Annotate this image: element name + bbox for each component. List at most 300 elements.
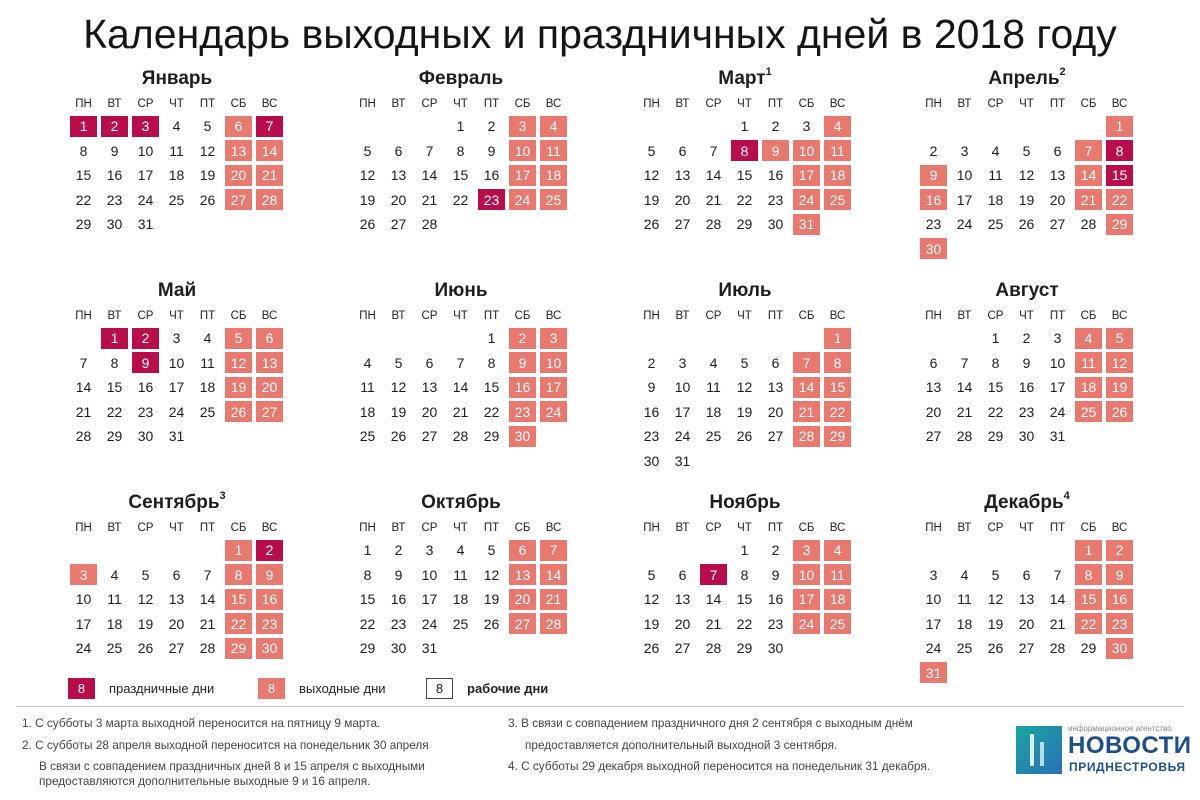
weekday-label: ПН <box>75 98 92 110</box>
empty-cell <box>101 540 128 561</box>
weekday-label: ЧТ <box>169 98 184 110</box>
empty-cell <box>354 328 381 349</box>
weekday-label: ПТ <box>199 310 216 322</box>
weekday-label: СР <box>705 522 722 534</box>
holiday-day-cell: 1 <box>70 116 97 137</box>
weekday-label: СБ <box>798 522 815 534</box>
weekday-label: ВТ <box>675 522 690 534</box>
day-cell: 11 <box>706 379 721 395</box>
weekend-day-cell: 24 <box>540 401 567 422</box>
weekday-label: СР <box>987 310 1004 322</box>
day-cell: 1 <box>456 118 465 134</box>
weekend-day-cell: 31 <box>793 214 820 235</box>
weekend-day-cell: 18 <box>824 589 851 610</box>
weekend-day-cell: 1 <box>225 540 252 561</box>
day-cell: 5 <box>394 354 403 371</box>
weekend-day-cell: 22 <box>824 401 851 422</box>
legend-weekend-swatch: 8 <box>258 678 285 699</box>
weekend-day-cell: 25 <box>540 189 567 210</box>
day-cell: 2 <box>1022 330 1031 346</box>
weekend-day-cell: 30 <box>256 638 283 659</box>
weekday-label: ЧТ <box>737 98 752 110</box>
day-cell: 12 <box>137 591 154 607</box>
day-cell: 12 <box>390 379 407 395</box>
day-cell: 5 <box>991 566 1000 583</box>
weekend-day-cell: 19 <box>1106 377 1133 398</box>
day-cell: 21 <box>452 403 469 420</box>
day-cell: 14 <box>705 167 722 183</box>
weekday-header <box>636 306 856 326</box>
day-cell: 13 <box>1018 591 1035 607</box>
day-cell: 18 <box>359 403 376 420</box>
day-cell: 17 <box>421 591 438 607</box>
day-cell: 25 <box>452 615 469 632</box>
weekend-day-cell: 21 <box>540 589 567 610</box>
weekday-label: ПН <box>925 310 942 322</box>
weekday-label: СБ <box>514 98 531 110</box>
weekend-day-cell: 18 <box>1075 377 1102 398</box>
day-cell: 22 <box>75 191 92 208</box>
day-cell: 8 <box>991 354 1000 371</box>
day-cell: 18 <box>168 167 185 183</box>
weekday-label: ВС <box>545 310 562 322</box>
weekend-day-cell: 15 <box>1075 589 1102 610</box>
weekend-day-cell: 4 <box>824 540 851 561</box>
day-cell: 25 <box>106 640 123 656</box>
weekday-label: СБ <box>230 522 247 534</box>
weekday-label: СР <box>137 98 154 110</box>
day-cell: 13 <box>1049 167 1066 183</box>
day-cell: 14 <box>421 167 438 183</box>
day-cell: 30 <box>106 216 123 232</box>
month-8 <box>918 278 1138 449</box>
day-cell: 28 <box>421 216 438 232</box>
month-name <box>352 490 572 516</box>
month-name-text: Март <box>718 68 766 89</box>
day-cell: 8 <box>110 354 119 371</box>
legend-holiday-swatch: 8 <box>68 678 95 699</box>
weekend-day-cell: 20 <box>256 377 283 398</box>
weekday-label: ВС <box>829 98 846 110</box>
day-cell: 24 <box>421 615 438 632</box>
weekend-day-cell: 21 <box>1075 189 1102 210</box>
day-cell: 11 <box>988 167 1003 183</box>
month-name-text: Декабрь <box>984 492 1064 513</box>
day-cell: 21 <box>199 615 216 632</box>
weekday-label: ПТ <box>767 522 784 534</box>
day-cell: 6 <box>678 566 687 583</box>
day-cell: 28 <box>199 640 216 656</box>
weekend-day-cell: 30 <box>920 238 947 259</box>
weekend-day-cell: 22 <box>1106 189 1133 210</box>
weekend-day-cell: 8 <box>824 352 851 373</box>
weekday-label: ПН <box>359 310 376 322</box>
weekday-label: СБ <box>798 98 815 110</box>
weekday-label: ВС <box>261 98 278 110</box>
day-cell: 21 <box>75 403 92 420</box>
day-cell: 11 <box>107 591 122 607</box>
footnote-1: 1. С субботы 3 марта выходной переносится на пятницу 9 марта. <box>22 716 381 730</box>
day-cell: 5 <box>740 354 749 371</box>
month-name <box>918 66 1138 92</box>
day-cell: 1 <box>991 330 1000 346</box>
day-cell: 23 <box>925 216 942 232</box>
weekend-day-cell: 16 <box>920 189 947 210</box>
day-cell: 19 <box>643 615 660 632</box>
month-6 <box>352 278 572 449</box>
day-cell: 27 <box>767 428 784 444</box>
weekend-day-cell: 13 <box>256 352 283 373</box>
weekend-day-cell: 3 <box>509 116 536 137</box>
weekday-label: ПН <box>643 522 660 534</box>
weekday-label: ПН <box>925 98 942 110</box>
day-cell: 12 <box>643 591 660 607</box>
empty-cell <box>669 540 696 561</box>
day-cell: 10 <box>137 142 154 159</box>
month-name <box>636 278 856 304</box>
weekend-day-cell: 15 <box>225 589 252 610</box>
footnote-marker: 3 <box>219 490 226 502</box>
weekday-label: СР <box>137 522 154 534</box>
weekday-label: ЧТ <box>453 98 468 110</box>
day-cell: 24 <box>956 216 973 232</box>
month-name <box>68 490 288 516</box>
weekend-day-cell: 21 <box>256 165 283 186</box>
day-cell: 27 <box>1049 216 1066 232</box>
weekend-day-cell: 3 <box>70 564 97 585</box>
month-name <box>636 66 856 92</box>
month-name <box>68 278 288 304</box>
day-cell: 10 <box>421 566 438 583</box>
footnote-4: 4. С субботы 29 декабря выходной переносится на понедельник 31 декабря. <box>508 759 931 773</box>
day-cell: 16 <box>767 591 784 607</box>
day-cell: 15 <box>452 167 469 183</box>
day-cell: 7 <box>1053 566 1062 583</box>
weekend-day-cell: 21 <box>793 401 820 422</box>
day-cell: 8 <box>79 142 88 159</box>
day-cell: 3 <box>1053 330 1062 346</box>
empty-cell <box>1013 540 1040 561</box>
day-cell: 12 <box>643 167 660 183</box>
day-cell: 30 <box>643 452 660 469</box>
day-cell: 5 <box>487 542 496 558</box>
day-cell: 28 <box>705 216 722 232</box>
holiday-day-cell: 7 <box>700 564 727 585</box>
footnote-marker: 1 <box>765 66 772 78</box>
weekend-day-cell: 25 <box>1075 401 1102 422</box>
day-cell: 18 <box>987 191 1004 208</box>
day-cell: 29 <box>736 640 753 656</box>
day-cell: 17 <box>925 615 942 632</box>
weekday-header <box>918 518 1138 538</box>
weekday-label: ЧТ <box>453 522 468 534</box>
weekday-label: СБ <box>514 522 531 534</box>
day-cell: 31 <box>168 428 185 444</box>
day-cell: 19 <box>483 591 500 607</box>
month-name <box>352 278 572 304</box>
day-cell: 15 <box>106 379 123 395</box>
weekday-header <box>352 306 572 326</box>
month-2 <box>352 66 572 237</box>
day-cell: 30 <box>390 640 407 656</box>
weekday-label: ВТ <box>107 522 122 534</box>
weekend-day-cell: 7 <box>793 352 820 373</box>
day-cell: 20 <box>390 191 407 208</box>
day-cell: 22 <box>452 191 469 208</box>
month-12 <box>918 490 1138 685</box>
weekend-day-cell: 16 <box>256 589 283 610</box>
weekday-header <box>918 94 1138 114</box>
weekday-label: ПН <box>75 522 92 534</box>
holiday-day-cell: 8 <box>1106 140 1133 161</box>
day-cell: 11 <box>360 379 375 395</box>
day-cell: 4 <box>172 118 181 134</box>
day-cell: 20 <box>925 403 942 420</box>
day-cell: 7 <box>709 142 718 159</box>
day-cell: 19 <box>736 403 753 420</box>
weekend-day-cell: 11 <box>824 564 851 585</box>
day-grid <box>352 114 572 237</box>
weekday-label: ЧТ <box>169 310 184 322</box>
day-cell: 28 <box>956 428 973 444</box>
day-cell: 26 <box>1018 216 1035 232</box>
footnotes-left <box>22 716 502 795</box>
weekend-day-cell: 27 <box>509 613 536 634</box>
weekend-day-cell: 11 <box>1075 352 1102 373</box>
day-cell: 1 <box>363 542 372 558</box>
footnote-3-line-1: 3. В связи с совпадением праздничного дня 2 сентября с выходным днём <box>508 716 913 730</box>
day-cell: 30 <box>1018 428 1035 444</box>
day-cell: 20 <box>168 615 185 632</box>
weekend-day-cell: 6 <box>509 540 536 561</box>
weekend-day-cell: 9 <box>1106 564 1133 585</box>
day-cell: 20 <box>767 403 784 420</box>
legend-working <box>426 676 548 700</box>
day-cell: 2 <box>487 118 496 134</box>
weekday-label: ВТ <box>107 310 122 322</box>
logo-tagline: информационное агентство <box>1068 724 1172 733</box>
day-cell: 10 <box>674 379 691 395</box>
day-cell: 9 <box>394 566 403 583</box>
weekend-day-cell: 9 <box>920 165 947 186</box>
page-title: Календарь выходных и праздничных дней в 2018 году <box>83 11 1117 57</box>
month-name <box>636 490 856 516</box>
day-cell: 31 <box>674 452 691 469</box>
day-cell: 28 <box>705 640 722 656</box>
weekend-day-cell: 20 <box>225 165 252 186</box>
day-cell: 18 <box>956 615 973 632</box>
day-cell: 4 <box>991 142 1000 159</box>
weekend-day-cell: 10 <box>793 140 820 161</box>
month-name-text: Октябрь <box>421 492 501 513</box>
day-cell: 10 <box>168 354 185 371</box>
weekday-label: ЧТ <box>737 310 752 322</box>
empty-cell <box>920 540 947 561</box>
day-cell: 27 <box>674 640 691 656</box>
weekend-day-cell: 16 <box>1106 589 1133 610</box>
holiday-day-cell: 2 <box>101 116 128 137</box>
empty-cell <box>982 116 1009 137</box>
day-cell: 8 <box>456 142 465 159</box>
weekend-day-cell: 30 <box>509 426 536 447</box>
weekend-day-cell: 19 <box>225 377 252 398</box>
month-name-text: Ноябрь <box>709 492 781 513</box>
day-cell: 16 <box>767 167 784 183</box>
empty-cell <box>1044 116 1071 137</box>
day-cell: 13 <box>767 379 784 395</box>
month-name-text: Апрель <box>988 68 1060 89</box>
day-cell: 17 <box>674 403 691 420</box>
weekday-label: ВТ <box>107 98 122 110</box>
day-cell: 14 <box>452 379 469 395</box>
weekend-day-cell: 15 <box>824 377 851 398</box>
day-cell: 16 <box>483 167 500 183</box>
month-4 <box>918 66 1138 261</box>
day-grid <box>352 326 572 449</box>
weekday-label: ВС <box>261 310 278 322</box>
empty-cell <box>416 328 443 349</box>
weekday-label: ЧТ <box>169 522 184 534</box>
day-cell: 19 <box>390 403 407 420</box>
day-cell: 19 <box>987 615 1004 632</box>
day-cell: 13 <box>674 591 691 607</box>
weekend-day-cell: 11 <box>540 140 567 161</box>
day-cell: 27 <box>421 428 438 444</box>
weekend-day-cell: 17 <box>793 165 820 186</box>
day-cell: 18 <box>199 379 216 395</box>
day-cell: 24 <box>674 428 691 444</box>
empty-cell <box>951 540 978 561</box>
weekend-day-cell: 23 <box>256 613 283 634</box>
weekend-day-cell: 14 <box>540 564 567 585</box>
weekend-day-cell: 8 <box>1075 564 1102 585</box>
empty-cell <box>70 540 97 561</box>
day-cell: 21 <box>705 615 722 632</box>
weekday-label: ВТ <box>957 98 972 110</box>
weekday-label: ПТ <box>1049 522 1066 534</box>
weekend-day-cell: 26 <box>225 401 252 422</box>
holiday-day-cell: 15 <box>1106 165 1133 186</box>
day-cell: 6 <box>929 354 938 371</box>
footnote-2-line-1: 2. С субботы 28 апреля выходной переносится на понедельник 30 апреля <box>22 737 429 752</box>
day-cell: 23 <box>767 615 784 632</box>
weekend-day-cell: 14 <box>256 140 283 161</box>
weekday-label: ВС <box>829 310 846 322</box>
logo-subtitle: ПРИДНЕСТРОВЬЯ <box>1069 760 1186 774</box>
weekday-header <box>68 518 288 538</box>
day-grid <box>918 326 1138 449</box>
news-agency-logo[interactable] <box>1016 722 1192 780</box>
weekend-day-cell: 9 <box>509 352 536 373</box>
day-grid <box>68 326 288 449</box>
weekend-day-cell: 31 <box>920 662 947 683</box>
day-cell: 21 <box>1049 615 1066 632</box>
day-cell: 20 <box>1018 615 1035 632</box>
day-grid <box>636 538 856 661</box>
weekday-label: ПН <box>643 310 660 322</box>
day-cell: 5 <box>1022 142 1031 159</box>
empty-cell <box>70 328 97 349</box>
weekend-day-cell: 29 <box>1106 214 1133 235</box>
day-cell: 25 <box>705 428 722 444</box>
day-cell: 5 <box>203 118 212 134</box>
day-cell: 13 <box>421 379 438 395</box>
day-cell: 26 <box>643 640 660 656</box>
day-cell: 21 <box>421 191 438 208</box>
weekend-day-cell: 28 <box>793 426 820 447</box>
weekend-day-cell: 14 <box>1075 165 1102 186</box>
weekend-day-cell: 5 <box>1106 328 1133 349</box>
weekday-label: СБ <box>230 310 247 322</box>
weekday-label: СР <box>421 522 438 534</box>
empty-cell <box>920 116 947 137</box>
day-cell: 1 <box>487 330 496 346</box>
empty-cell <box>1013 116 1040 137</box>
weekend-day-cell: 27 <box>225 189 252 210</box>
day-cell: 10 <box>75 591 92 607</box>
weekend-day-cell: 3 <box>540 328 567 349</box>
empty-cell <box>762 328 789 349</box>
day-cell: 8 <box>740 566 749 583</box>
day-cell: 13 <box>674 167 691 183</box>
day-cell: 1 <box>740 118 749 134</box>
month-1 <box>68 66 288 237</box>
holiday-day-cell: 23 <box>478 189 505 210</box>
day-cell: 30 <box>137 428 154 444</box>
weekday-label: ПН <box>359 98 376 110</box>
day-cell: 30 <box>767 640 784 656</box>
day-grid <box>68 114 288 237</box>
day-cell: 29 <box>106 428 123 444</box>
weekend-day-cell: 26 <box>1106 401 1133 422</box>
holiday-day-cell: 2 <box>132 328 159 349</box>
day-cell: 11 <box>200 354 215 371</box>
day-cell: 29 <box>75 216 92 232</box>
footnote-3 <box>508 716 1008 752</box>
day-cell: 23 <box>106 191 123 208</box>
day-cell: 11 <box>453 566 468 583</box>
day-cell: 6 <box>678 142 687 159</box>
day-cell: 3 <box>802 118 811 134</box>
weekend-day-cell: 10 <box>793 564 820 585</box>
month-name <box>918 490 1138 516</box>
weekend-day-cell: 6 <box>256 328 283 349</box>
day-cell: 17 <box>75 615 92 632</box>
empty-cell <box>163 540 190 561</box>
weekend-day-cell: 1 <box>1106 116 1133 137</box>
weekday-label: ВС <box>1111 310 1128 322</box>
day-cell: 9 <box>110 142 119 159</box>
day-cell: 23 <box>767 191 784 208</box>
empty-cell <box>982 540 1009 561</box>
month-name <box>68 66 288 92</box>
weekend-day-cell: 3 <box>793 540 820 561</box>
empty-cell <box>385 116 412 137</box>
day-grid <box>636 114 856 237</box>
month-name-text: Май <box>157 280 197 301</box>
day-cell: 30 <box>767 216 784 232</box>
day-cell: 22 <box>483 403 500 420</box>
day-cell: 3 <box>678 354 687 371</box>
day-cell: 4 <box>203 330 212 346</box>
weekday-label: ЧТ <box>737 522 752 534</box>
empty-cell <box>669 116 696 137</box>
weekday-label: ВТ <box>391 522 406 534</box>
weekend-day-cell: 6 <box>225 116 252 137</box>
month-5 <box>68 278 288 449</box>
day-cell: 4 <box>110 566 119 583</box>
day-cell: 24 <box>1049 403 1066 420</box>
